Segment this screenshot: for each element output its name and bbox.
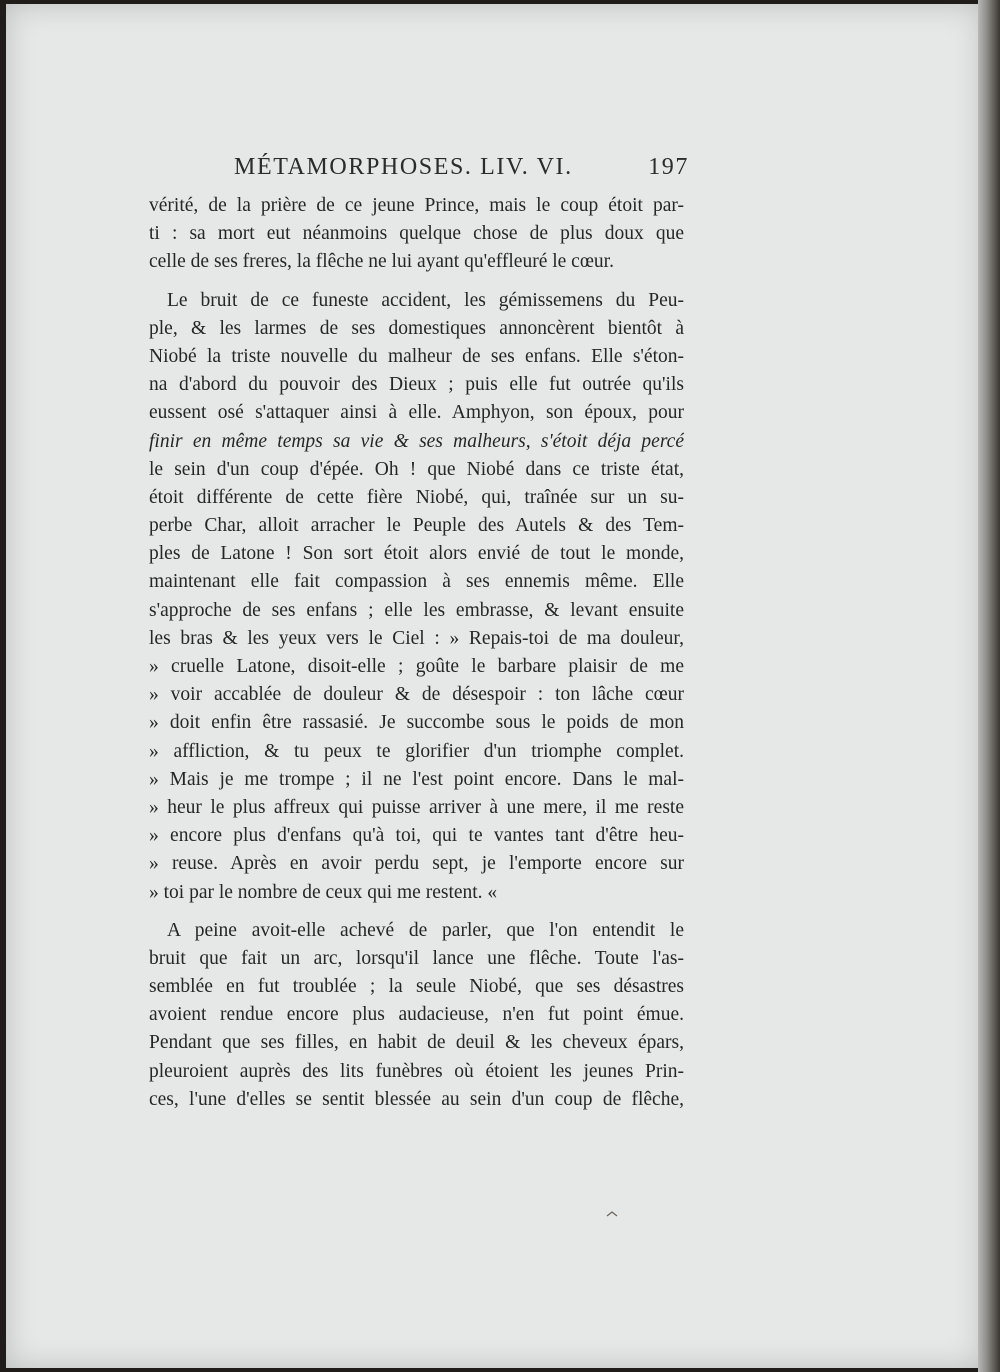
text-line: » cruelle Latone, disoit-elle ; goûte le barbare plaisir de me	[149, 656, 684, 677]
text-line: le sein d'un coup d'épée. Oh ! que Niobé dans ce triste état,	[149, 458, 684, 480]
text-line: » doit enfin être rassasié. Je succombe sous le poids de mon	[149, 712, 684, 734]
header-title: MÉTAMORPHOSES. LIV. VI.	[234, 154, 573, 180]
paper-mark	[606, 1210, 618, 1218]
text-line: na d'abord du pouvoir des Dieux ; puis elle fut outrée qu'ils	[149, 374, 684, 396]
text-line: les bras & les yeux vers le Ciel : » Repais-toi de ma douleur,	[149, 627, 684, 649]
text-line: Pendant que ses filles, en habit de deuil & les cheveux épars,	[149, 1032, 684, 1054]
text-line: ples de Latone ! Son sort étoit alors envié de tout le monde,	[149, 543, 684, 565]
text-line: vérité, de la prière de ce jeune Prince, mais le coup étoit par-	[149, 195, 684, 216]
text-line: » affliction, & tu peux te glorifier d'un triomphe complet.	[149, 740, 684, 762]
text-line: » encore plus d'enfans qu'à toi, qui te vantes tant d'être heu-	[149, 825, 684, 847]
page-number: 197	[648, 154, 689, 180]
text-line: eussent osé s'attaquer ainsi à elle. Amphyon, son époux, pour	[149, 402, 684, 424]
text-line: Niobé la triste nouvelle du malheur de ses enfans. Elle s'éton-	[149, 345, 684, 367]
text-line: maintenant elle fait compassion à ses ennemis même. Elle	[149, 571, 684, 593]
text-line: » toi par le nombre de ceux qui me restent. «	[149, 881, 498, 903]
text-line: avoient rendue encore plus audacieuse, n'en fut point émue.	[149, 1004, 684, 1026]
paragraph	[149, 287, 684, 907]
text-line: Le bruit de ce funeste accident, les gémissemens du Peu-	[167, 289, 684, 311]
text-line: s'approche de ses enfans ; elle les embrasse, & levant ensuite	[149, 599, 684, 621]
paragraph	[149, 192, 684, 277]
text-line: semblée en fut troublée ; la seule Niobé, que ses désastres	[149, 976, 684, 998]
text-line: » Mais je me trompe ; il ne l'est point encore. Dans le mal-	[149, 768, 684, 790]
text-line: celle de ses freres, la flêche ne lui ayant qu'effleuré le cœur.	[149, 251, 614, 273]
text-line: » voir accablée de douleur & de désespoir : ton lâche cœur	[149, 684, 684, 706]
running-header	[234, 154, 689, 188]
text-line: ti : sa mort eut néanmoins quelque chose de plus doux que	[149, 223, 684, 245]
text-line: ple, & les larmes de ses domestiques annoncèrent bientôt à	[149, 317, 684, 339]
text-line: perbe Char, alloit arracher le Peuple des Autels & des Tem-	[149, 515, 684, 537]
paragraph	[149, 917, 684, 1114]
book-page	[6, 4, 982, 1368]
text-line: bruit que fait un arc, lorsqu'il lance une flêche. Toute l'as-	[149, 947, 684, 969]
text-line: » reuse. Après en avoir perdu sept, je l'emporte encore sur	[149, 853, 684, 875]
text-line: A peine avoit-elle achevé de parler, que l'on entendit le	[167, 919, 684, 941]
text-line: pleuroient auprès des lits funèbres où étoient les jeunes Prin-	[149, 1060, 684, 1082]
text-line: étoit différente de cette fière Niobé, qui, traînée sur un su-	[149, 486, 684, 508]
text-line: ces, l'une d'elles se sentit blessée au sein d'un coup de flêche,	[149, 1088, 684, 1110]
body-text	[149, 192, 684, 1114]
text-line: finir en même temps sa vie & ses malheurs, s'étoit déja percé	[149, 430, 684, 452]
text-line: » heur le plus affreux qui puisse arriver à une mere, il me reste	[149, 796, 684, 818]
page-edge	[978, 0, 1000, 1372]
